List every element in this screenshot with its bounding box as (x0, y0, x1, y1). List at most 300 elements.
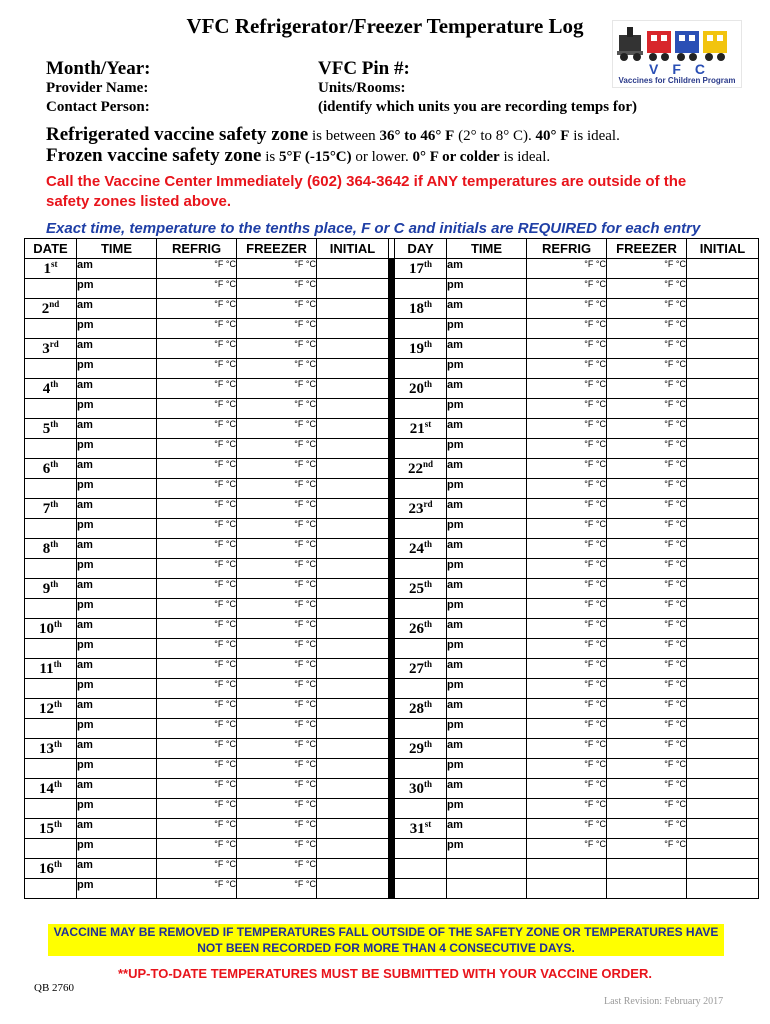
time-field[interactable]: pm (447, 559, 527, 579)
date-number: 6 (42, 461, 51, 477)
col-time: TIME (77, 239, 157, 259)
month-year-label: Month/Year: (46, 58, 151, 79)
freezer-temp-field[interactable]: °F °C (607, 619, 687, 639)
time-field[interactable]: pm (447, 719, 527, 739)
freezer-temp-field[interactable]: °F °C (607, 659, 687, 679)
time-field[interactable]: am (77, 699, 157, 719)
refrig-temp-field[interactable]: °F °C (157, 839, 237, 859)
initial-field[interactable] (317, 539, 389, 559)
initial-field[interactable] (687, 379, 759, 399)
time-field[interactable]: am (447, 339, 527, 359)
freezer-temp-field[interactable]: °F °C (607, 799, 687, 819)
time-field[interactable]: pm (77, 759, 157, 779)
refrig-temp-field[interactable]: °F °C (527, 739, 607, 759)
time-field[interactable]: am (447, 579, 527, 599)
date-suffix: th (423, 739, 432, 749)
initial-field[interactable] (317, 659, 389, 679)
time-field[interactable]: pm (77, 879, 157, 899)
refrig-temp-field[interactable]: °F °C (157, 439, 237, 459)
initial-field[interactable] (317, 419, 389, 439)
time-field[interactable]: pm (77, 639, 157, 659)
time-field[interactable]: pm (447, 639, 527, 659)
refrig-temp-field[interactable]: °F °C (527, 819, 607, 839)
time-field[interactable]: am (77, 659, 157, 679)
time-field[interactable]: pm (77, 359, 157, 379)
refrig-temp-field[interactable]: °F °C (157, 579, 237, 599)
time-field[interactable]: pm (77, 679, 157, 699)
refrig-temp-field[interactable]: °F °C (157, 819, 237, 839)
refrig-temp-field[interactable]: °F °C (157, 279, 237, 299)
freezer-temp-field[interactable]: °F °C (607, 399, 687, 419)
initial-field[interactable] (687, 839, 759, 859)
refrig-temp-field[interactable]: °F °C (527, 419, 607, 439)
refrig-temp-field[interactable]: °F °C (527, 659, 607, 679)
refrig-temp-field[interactable]: °F °C (157, 859, 237, 879)
time-field[interactable]: pm (447, 319, 527, 339)
refrig-temp-field[interactable]: °F °C (157, 359, 237, 379)
date-cell (25, 459, 77, 479)
initial-field[interactable] (687, 299, 759, 319)
time-field[interactable]: am (77, 579, 157, 599)
freezer-temp-field[interactable]: °F °C (607, 519, 687, 539)
freezer-temp-field[interactable]: °F °C (607, 299, 687, 319)
initial-field[interactable] (317, 779, 389, 799)
date-cell-blank (395, 279, 447, 299)
time-field[interactable]: pm (77, 479, 157, 499)
refrig-temp-field[interactable]: °F °C (157, 599, 237, 619)
time-field[interactable]: am (77, 779, 157, 799)
time-field[interactable]: pm (447, 279, 527, 299)
refrig-temp-field[interactable]: °F °C (157, 499, 237, 519)
freezer-temp-field[interactable]: °F °C (237, 819, 317, 839)
freezer-temp-field[interactable]: °F °C (607, 759, 687, 779)
refrig-temp-field[interactable]: °F °C (157, 419, 237, 439)
freezer-temp-field[interactable]: °F °C (237, 399, 317, 419)
time-field[interactable]: pm (77, 439, 157, 459)
freezer-temp-field[interactable]: °F °C (237, 419, 317, 439)
freezer-temp-field[interactable]: °F °C (607, 779, 687, 799)
time-field[interactable]: am (77, 379, 157, 399)
refrig-temp-field[interactable]: °F °C (527, 679, 607, 699)
time-field[interactable]: pm (447, 799, 527, 819)
initial-field[interactable] (687, 279, 759, 299)
initial-field[interactable] (687, 619, 759, 639)
initial-field[interactable] (317, 599, 389, 619)
col-time-right: TIME (447, 239, 527, 259)
refrig-temp-field[interactable]: °F °C (157, 879, 237, 899)
time-field[interactable]: pm (447, 679, 527, 699)
table-row (25, 339, 759, 359)
freezer-temp-field[interactable]: °F °C (237, 839, 317, 859)
freezer-temp-field[interactable]: °F °C (237, 799, 317, 819)
refrig-temp-field[interactable]: °F °C (527, 379, 607, 399)
initial-field[interactable] (317, 519, 389, 539)
date-number: 24 (408, 541, 424, 557)
freezer-temp-field[interactable]: °F °C (237, 439, 317, 459)
initial-field[interactable] (687, 759, 759, 779)
date-cell-blank (395, 479, 447, 499)
refrig-temp-field[interactable]: °F °C (527, 599, 607, 619)
date-cell-blank (25, 359, 77, 379)
refrig-temp-field[interactable]: °F °C (527, 559, 607, 579)
instruction-required: Exact time, temperature to the tenths place, F or C and initials are REQUIRED for each entry (46, 220, 701, 237)
time-field[interactable]: am (77, 739, 157, 759)
refrig-temp-field[interactable]: °F °C (527, 579, 607, 599)
freezer-temp-field[interactable]: °F °C (237, 739, 317, 759)
time-field[interactable]: am (447, 259, 527, 279)
initial-field[interactable] (317, 299, 389, 319)
time-field[interactable]: pm (77, 399, 157, 419)
refrig-temp-field[interactable]: °F °C (527, 699, 607, 719)
time-field[interactable]: pm (447, 359, 527, 379)
freezer-temp-field[interactable]: °F °C (607, 539, 687, 559)
date-cell (25, 659, 77, 679)
initial-field[interactable] (687, 819, 759, 839)
date-number: 2 (41, 301, 50, 317)
initial-field[interactable] (687, 559, 759, 579)
freezer-temp-field[interactable]: °F °C (237, 319, 317, 339)
date-suffix: th (423, 339, 432, 349)
initial-field[interactable] (317, 839, 389, 859)
frozen-end: is ideal. (499, 149, 551, 165)
refrig-temp-field[interactable]: °F °C (527, 359, 607, 379)
refrig-temp-field[interactable]: °F °C (527, 299, 607, 319)
freezer-temp-field[interactable]: °F °C (607, 479, 687, 499)
frozen-ideal: 0° F or colder (412, 149, 500, 165)
freezer-temp-field[interactable]: °F °C (237, 459, 317, 479)
freezer-temp-field[interactable]: °F °C (607, 599, 687, 619)
freezer-temp-field[interactable]: °F °C (607, 439, 687, 459)
time-field[interactable]: pm (447, 759, 527, 779)
date-cell (25, 579, 77, 599)
time-field[interactable]: am (447, 779, 527, 799)
refrig-temp-field[interactable]: °F °C (527, 519, 607, 539)
refrig-temp-field[interactable]: °F °C (527, 259, 607, 279)
time-field[interactable]: am (77, 299, 157, 319)
refrig-temp-field[interactable]: °F °C (157, 459, 237, 479)
time-field[interactable]: pm (77, 719, 157, 739)
time-field[interactable]: am (447, 539, 527, 559)
initial-field[interactable] (687, 459, 759, 479)
freezer-temp-field[interactable]: °F °C (607, 819, 687, 839)
refrig-temp-field[interactable]: °F °C (157, 779, 237, 799)
initial-field[interactable] (317, 259, 389, 279)
freezer-temp-field[interactable]: °F °C (237, 579, 317, 599)
time-field[interactable]: pm (77, 519, 157, 539)
date-cell (25, 539, 77, 559)
time-field[interactable]: pm (77, 279, 157, 299)
initial-field[interactable] (687, 259, 759, 279)
time-field[interactable]: am (447, 379, 527, 399)
freezer-temp-field[interactable]: °F °C (607, 259, 687, 279)
refrig-temp-field[interactable]: °F °C (157, 739, 237, 759)
initial-field[interactable] (687, 679, 759, 699)
time-field[interactable]: pm (77, 799, 157, 819)
initial-field[interactable] (317, 379, 389, 399)
time-field[interactable]: pm (447, 479, 527, 499)
initial-field[interactable] (317, 559, 389, 579)
date-cell-blank (395, 879, 447, 899)
refrig-temp-field[interactable]: °F °C (527, 839, 607, 859)
time-field[interactable]: am (77, 339, 157, 359)
freezer-temp-field[interactable]: °F °C (607, 459, 687, 479)
initial-field[interactable] (687, 639, 759, 659)
freezer-temp-field[interactable]: °F °C (607, 579, 687, 599)
freezer-temp-field[interactable]: °F °C (237, 879, 317, 899)
freezer-temp-field[interactable]: °F °C (237, 339, 317, 359)
date-suffix: rd (423, 499, 433, 509)
refrig-temp-field[interactable]: °F °C (527, 499, 607, 519)
time-field[interactable]: am (77, 619, 157, 639)
table-row (25, 619, 759, 639)
refrig-temp-field[interactable]: °F °C (527, 619, 607, 639)
refrig-temp-field[interactable]: °F °C (157, 539, 237, 559)
refrig-temp-field[interactable]: °F °C (157, 659, 237, 679)
date-suffix: th (53, 859, 62, 869)
refrig-temp-field[interactable]: °F °C (157, 639, 237, 659)
refrig-temp-field[interactable]: °F °C (157, 319, 237, 339)
table-row (25, 819, 759, 839)
time-field[interactable]: am (447, 459, 527, 479)
freezer-temp-field[interactable]: °F °C (237, 379, 317, 399)
freezer-temp-field[interactable]: °F °C (237, 279, 317, 299)
freezer-temp-field[interactable]: °F °C (607, 639, 687, 659)
refrig-temp-field[interactable]: °F °C (157, 759, 237, 779)
initial-field[interactable] (317, 339, 389, 359)
refrig-temp-field[interactable]: °F °C (157, 299, 237, 319)
time-field[interactable]: pm (77, 599, 157, 619)
freezer-temp-field[interactable]: °F °C (607, 279, 687, 299)
initial-field[interactable] (687, 739, 759, 759)
date-number: 23 (408, 501, 424, 517)
refrig-temp-field[interactable]: °F °C (157, 519, 237, 539)
table-row (25, 459, 759, 479)
initial-field[interactable] (317, 799, 389, 819)
freezer-temp-field[interactable]: °F °C (237, 719, 317, 739)
freezer-temp-field[interactable]: °F °C (237, 259, 317, 279)
initial-field[interactable] (317, 579, 389, 599)
refrig-temp-field[interactable]: °F °C (527, 479, 607, 499)
time-field[interactable]: pm (447, 519, 527, 539)
time-field[interactable]: am (447, 619, 527, 639)
initial-field[interactable] (317, 819, 389, 839)
date-number: 10 (38, 621, 54, 637)
date-suffix: th (423, 699, 432, 709)
time-field[interactable]: am (77, 459, 157, 479)
refrig-temp-field[interactable]: °F °C (157, 259, 237, 279)
freezer-temp-field[interactable]: °F °C (237, 599, 317, 619)
date-number: 13 (38, 741, 54, 757)
initial-field[interactable] (687, 419, 759, 439)
freezer-temp-field[interactable]: °F °C (607, 719, 687, 739)
frozen-mid: or lower. (351, 149, 413, 165)
time-field[interactable]: pm (77, 839, 157, 859)
initial-field[interactable] (317, 439, 389, 459)
initial-field[interactable] (687, 599, 759, 619)
time-field[interactable]: am (447, 699, 527, 719)
time-field[interactable]: am (447, 739, 527, 759)
initial-field[interactable] (317, 719, 389, 739)
initial-field[interactable] (317, 279, 389, 299)
refrig-temp-field[interactable]: °F °C (157, 399, 237, 419)
initial-field[interactable] (317, 399, 389, 419)
table-row (25, 499, 759, 519)
initial-field[interactable] (687, 499, 759, 519)
initial-field[interactable] (687, 539, 759, 559)
freezer-temp-field[interactable]: °F °C (237, 759, 317, 779)
table-row (25, 879, 759, 899)
initial-field[interactable] (317, 759, 389, 779)
initial-field[interactable] (687, 339, 759, 359)
col-date: DATE (25, 239, 77, 259)
initial-field[interactable] (687, 359, 759, 379)
initial-field[interactable] (317, 319, 389, 339)
time-field[interactable]: am (77, 539, 157, 559)
time-field[interactable]: am (447, 419, 527, 439)
freezer-temp-field[interactable]: °F °C (237, 859, 317, 879)
refrig-zone-line (46, 124, 620, 146)
initial-field[interactable] (687, 719, 759, 739)
refrig-temp-field[interactable]: °F °C (527, 459, 607, 479)
refrig-temp-field[interactable]: °F °C (527, 399, 607, 419)
time-field[interactable]: am (77, 499, 157, 519)
refrig-temp-field[interactable]: °F °C (527, 339, 607, 359)
initial-field[interactable] (687, 799, 759, 819)
refrig-temp-field[interactable]: °F °C (157, 379, 237, 399)
initial-field[interactable] (687, 699, 759, 719)
time-field[interactable]: am (447, 659, 527, 679)
revision-date: Last Revision: February 2017 (604, 996, 724, 1007)
time-field[interactable]: pm (77, 319, 157, 339)
freezer-temp-field[interactable]: °F °C (237, 659, 317, 679)
initial-field[interactable] (687, 659, 759, 679)
date-cell-blank (25, 519, 77, 539)
refrig-temp-field[interactable]: °F °C (157, 699, 237, 719)
initial-field[interactable] (687, 579, 759, 599)
date-cell (395, 739, 447, 759)
time-field[interactable]: pm (77, 559, 157, 579)
time-field[interactable]: pm (447, 439, 527, 459)
time-field[interactable]: am (447, 299, 527, 319)
freezer-temp-field[interactable]: °F °C (237, 559, 317, 579)
refrig-temp-field[interactable]: °F °C (527, 719, 607, 739)
refrig-temp-field[interactable]: °F °C (157, 799, 237, 819)
table-row (25, 319, 759, 339)
time-field[interactable]: pm (447, 599, 527, 619)
initial-field[interactable] (317, 499, 389, 519)
initial-field[interactable] (317, 619, 389, 639)
refrig-temp-field[interactable]: °F °C (157, 619, 237, 639)
initial-field[interactable] (687, 439, 759, 459)
freezer-temp-field[interactable]: °F °C (607, 839, 687, 859)
refrig-temp-field[interactable]: °F °C (527, 279, 607, 299)
freezer-temp-field[interactable]: °F °C (237, 639, 317, 659)
date-suffix: th (50, 419, 59, 429)
initial-field[interactable] (687, 479, 759, 499)
date-number: 31 (409, 821, 425, 837)
freezer-temp-field[interactable]: °F °C (607, 319, 687, 339)
freezer-temp-field[interactable]: °F °C (237, 499, 317, 519)
refrig-temp-field[interactable]: °F °C (527, 539, 607, 559)
time-field[interactable]: am (77, 819, 157, 839)
initial-field[interactable] (317, 739, 389, 759)
freezer-temp-field[interactable]: °F °C (607, 339, 687, 359)
table-row (25, 679, 759, 699)
initial-field[interactable] (317, 479, 389, 499)
date-suffix: th (423, 379, 432, 389)
freezer-temp-field[interactable]: °F °C (607, 379, 687, 399)
time-field[interactable]: pm (447, 839, 527, 859)
initial-field[interactable] (317, 639, 389, 659)
refrig-temp-field[interactable]: °F °C (527, 639, 607, 659)
freezer-temp-field[interactable]: °F °C (237, 519, 317, 539)
frozen-range: 5°F (-15°C) (278, 149, 352, 165)
freezer-temp-field[interactable]: °F °C (607, 739, 687, 759)
time-field[interactable]: am (77, 859, 157, 879)
initial-field[interactable] (687, 519, 759, 539)
refrig-temp-field[interactable]: °F °C (157, 479, 237, 499)
freezer-temp-field[interactable]: °F °C (237, 779, 317, 799)
date-cell-blank (395, 639, 447, 659)
initial-field[interactable] (687, 319, 759, 339)
date-suffix: st (51, 259, 58, 269)
refrig-temp-field[interactable]: °F °C (527, 319, 607, 339)
freezer-temp-field[interactable]: °F °C (237, 539, 317, 559)
date-cell (395, 459, 447, 479)
refrig-temp-field[interactable]: °F °C (157, 339, 237, 359)
freezer-temp-field[interactable]: °F °C (237, 479, 317, 499)
refrig-temp-field[interactable]: °F °C (527, 779, 607, 799)
date-cell (25, 739, 77, 759)
date-cell (25, 699, 77, 719)
freezer-temp-field[interactable]: °F °C (607, 359, 687, 379)
date-suffix: nd (49, 299, 60, 309)
time-field[interactable]: pm (447, 399, 527, 419)
initial-field[interactable] (317, 679, 389, 699)
time-field[interactable]: am (447, 819, 527, 839)
initial-field[interactable] (317, 859, 389, 879)
refrig-temp-field[interactable]: °F °C (157, 719, 237, 739)
initial-field[interactable] (687, 779, 759, 799)
time-field[interactable]: am (77, 259, 157, 279)
initial-field[interactable] (317, 459, 389, 479)
freezer-temp-field[interactable]: °F °C (607, 499, 687, 519)
freezer-temp-field[interactable]: °F °C (607, 699, 687, 719)
initial-field[interactable] (317, 359, 389, 379)
freezer-temp-field[interactable]: °F °C (607, 419, 687, 439)
initial-field[interactable] (687, 399, 759, 419)
date-number: 5 (42, 421, 51, 437)
freezer-temp-field[interactable]: °F °C (607, 559, 687, 579)
initial-field[interactable] (317, 879, 389, 899)
freezer-temp-field[interactable]: °F °C (237, 699, 317, 719)
freezer-temp-field[interactable]: °F °C (237, 679, 317, 699)
refrig-temp-field[interactable]: °F °C (527, 439, 607, 459)
refrig-temp-field[interactable]: °F °C (527, 799, 607, 819)
freezer-temp-field[interactable]: °F °C (607, 679, 687, 699)
frozen-zone-line (46, 145, 550, 167)
date-cell-blank (395, 319, 447, 339)
refrig-temp-field[interactable]: °F °C (157, 559, 237, 579)
time-field[interactable]: am (77, 419, 157, 439)
refrig-temp-field[interactable]: °F °C (527, 759, 607, 779)
freezer-temp-field[interactable]: °F °C (237, 299, 317, 319)
freezer-temp-field[interactable]: °F °C (237, 619, 317, 639)
initial-field[interactable] (317, 699, 389, 719)
refrig-temp-field[interactable]: °F °C (157, 679, 237, 699)
time-field[interactable]: am (447, 499, 527, 519)
freezer-temp-field[interactable]: °F °C (237, 359, 317, 379)
